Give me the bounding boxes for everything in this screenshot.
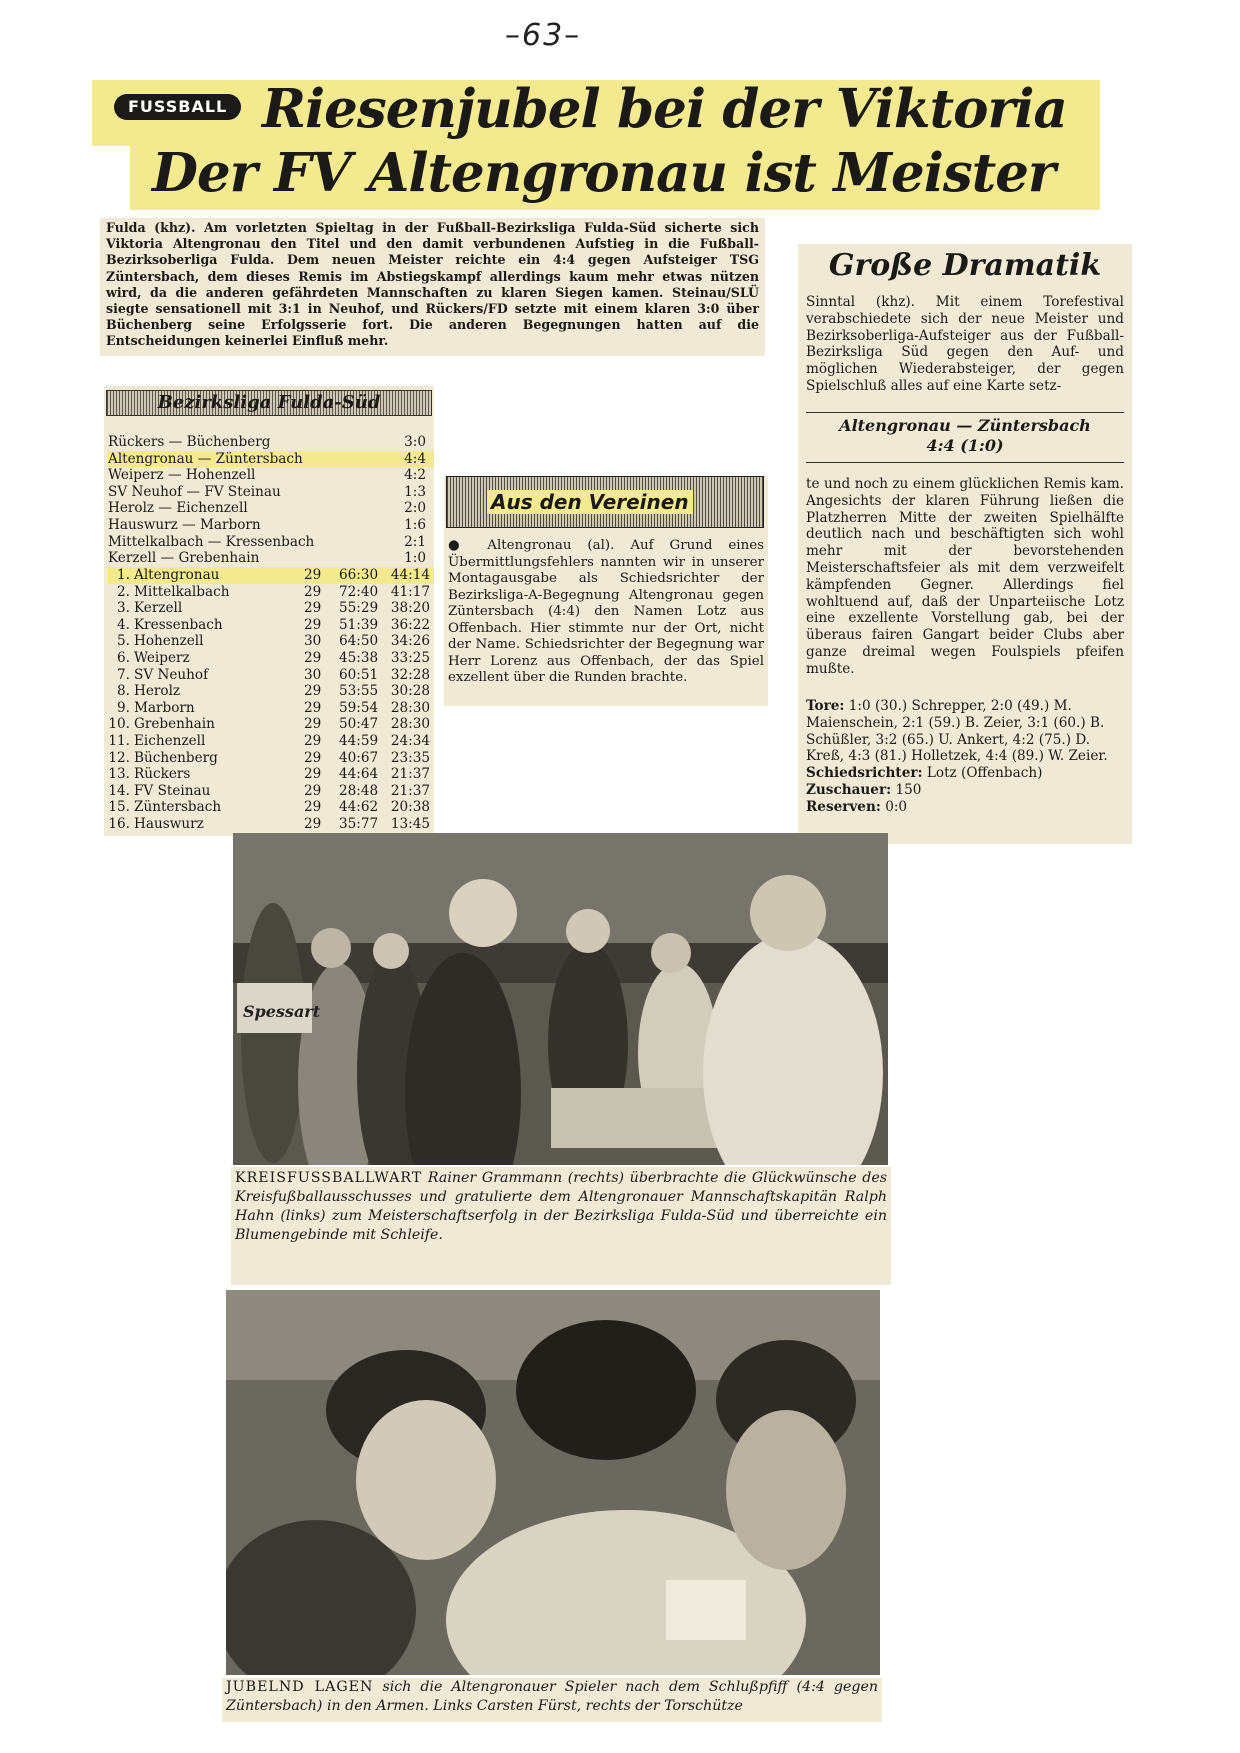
goals-label: Tore: — [806, 698, 845, 714]
table-cell-points: 23:35 — [390, 749, 430, 766]
table-row — [108, 617, 434, 634]
club-news-text: ● Altengronau (al). Auf Grund eines Übermittlungsfehlers nannten wir in unserer Montagausgabe als Schiedsrichter der Bezirksliga-A-Begegnung Altengronau gegen Züntersbach (4:4) den Namen Lotz aus Offenbach. Hier stimmte nur der Ort, nicht der Name. Schiedsrichter der Begegnung war Herr Lorenz aus Offenbach, der das Spiel exzellent über die Runden brachte. — [448, 538, 764, 685]
table-cell-goals: 40:67 — [339, 749, 379, 766]
result-row — [108, 434, 434, 451]
table-cell-goals: 72:40 — [339, 583, 379, 600]
photo-award-presentation — [233, 833, 888, 1165]
table-cell-team: Eichenzell — [134, 732, 206, 749]
table-cell-team: Kerzell — [134, 600, 183, 617]
table-cell-games: 30 — [304, 666, 322, 683]
table-cell-goals: 60:51 — [339, 666, 379, 683]
match-heading — [806, 416, 1124, 456]
table-cell-games: 29 — [304, 616, 322, 633]
result-score: 4:4 — [404, 450, 426, 467]
goals-line — [806, 698, 1124, 765]
divider — [806, 462, 1124, 463]
table-cell-points: 41:17 — [390, 583, 430, 600]
match-report-body: te und noch zu einem glücklichen Remis kam. Angesichts der klaren Führung ließen die Platzherren Mitte der zweiten Spielhälfte deutlich nach und beschäftigten sich wohl mehr mit der bevorstehenden Meisterschaftsfeier als mit dem verzweifelt kämpfenden Gegner. Allerdings fiel wohltuend auf, daß der Unparteiische Lotz eine exzellente Vorstellung gab, bei der überaus fairen Gangart beider Clubs aber ganze dreimal wegen Foulspiels pfeifen mußte. — [806, 476, 1124, 677]
match-report-title: Große Dramatik — [828, 248, 1102, 283]
result-row — [108, 550, 434, 567]
table-cell-rank: 7. — [117, 666, 130, 683]
table-cell-rank: 14. — [108, 782, 130, 799]
photo1-caption-text: Rainer Grammann (rechts) überbrachte die Glückwünsche des Kreisfußballausschusses und gratulierte dem Altengronauer Mannschaftskapitän Ralph Hahn (links) zum Meisterschaftserfolg in der Bezirksliga Fulda-Süd und überreichte ein Blumengebinde mit Schleife. — [235, 1170, 888, 1243]
table-cell-rank: 16. — [108, 815, 130, 832]
result-match: Hauswurz — Marborn — [108, 516, 261, 533]
table-cell-team: Herolz — [134, 683, 181, 700]
club-news-title: Aus den Vereinen — [487, 490, 693, 514]
divider — [806, 412, 1124, 413]
result-match: Altengronau — Züntersbach — [108, 450, 303, 467]
table-cell-team: Marborn — [134, 699, 195, 716]
table-row — [108, 700, 434, 717]
headline-line-2: Der FV Altengronau ist Meister — [152, 142, 1055, 204]
table-row — [108, 799, 434, 816]
table-row — [108, 783, 434, 800]
category-badge: FUSSBALL — [114, 94, 241, 120]
table-cell-rank: 2. — [117, 583, 130, 600]
table-cell-team: Mittelkalbach — [134, 583, 230, 600]
results-list — [108, 434, 434, 567]
goals-text: 1:0 (30.) Schrepper, 2:0 (49.) M. Maienschein, 2:1 (59.) B. Zeier, 3:1 (60.) B. Schüßler, 3:2 (65.) U. Ankert, 4:2 (75.) D. Kreß, 4:3 (81.) Holletzek, 4:4 (89.) W. Zeier. — [806, 698, 1108, 765]
page-number: –63– — [505, 18, 582, 53]
spectators-value: 150 — [895, 781, 922, 798]
table-cell-games: 29 — [304, 749, 322, 766]
table-cell-rank: 5. — [117, 633, 130, 650]
table-cell-goals: 64:50 — [339, 633, 379, 650]
table-cell-points: 32:28 — [390, 666, 430, 683]
table-cell-points: 28:30 — [390, 699, 430, 716]
table-cell-games: 29 — [304, 567, 322, 583]
table-cell-games: 29 — [304, 583, 322, 600]
headline — [92, 80, 1100, 210]
table-cell-rank: 8. — [117, 683, 130, 700]
table-cell-goals: 66:30 — [339, 567, 379, 583]
table-cell-team: Weiperz — [134, 649, 190, 666]
result-match: Rückers — Büchenberg — [108, 434, 271, 450]
jersey-text: Spessart — [243, 1002, 321, 1021]
table-cell-team: Hauswurz — [134, 815, 204, 832]
match-teams: Altengronau — Züntersbach — [839, 416, 1091, 435]
result-match: SV Neuhof — FV Steinau — [108, 483, 281, 500]
club-news-box — [444, 476, 768, 706]
table-cell-games: 29 — [304, 649, 322, 666]
result-match: Kerzell — Grebenhain — [108, 550, 260, 567]
reserves-label: Reserven: — [806, 798, 881, 815]
table-cell-team: SV Neuhof — [134, 666, 209, 683]
table-cell-goals: 44:62 — [339, 799, 379, 816]
standings-box — [104, 386, 434, 836]
table-cell-rank: 10. — [108, 716, 130, 733]
table-cell-team: Kressenbach — [134, 616, 223, 633]
table-cell-games: 29 — [304, 600, 322, 617]
table-cell-games: 29 — [304, 683, 322, 700]
spectators-label: Zuschauer: — [806, 781, 892, 798]
club-news-title-bar — [446, 476, 764, 528]
table-cell-points: 13:45 — [390, 815, 430, 832]
table-row — [108, 567, 434, 584]
table-cell-points: 38:20 — [390, 600, 430, 617]
table-cell-goals: 45:38 — [339, 649, 379, 666]
result-score: 4:2 — [404, 467, 426, 484]
table-row — [108, 650, 434, 667]
table-cell-rank: 6. — [117, 649, 130, 666]
result-row — [108, 484, 434, 501]
table-cell-goals: 44:64 — [339, 766, 379, 783]
result-score: 3:0 — [404, 434, 426, 450]
result-row — [108, 517, 434, 534]
table-cell-games: 29 — [304, 815, 322, 832]
table-cell-goals: 44:59 — [339, 732, 379, 749]
table-cell-team: FV Steinau — [134, 782, 211, 799]
result-row — [108, 500, 434, 517]
table-cell-games: 29 — [304, 766, 322, 783]
table-cell-goals: 28:48 — [339, 782, 379, 799]
table-cell-games: 29 — [304, 732, 322, 749]
table-cell-team: Büchenberg — [134, 749, 218, 766]
result-score: 1:3 — [404, 483, 426, 500]
table-cell-goals: 59:54 — [339, 699, 379, 716]
table-cell-points: 30:28 — [390, 683, 430, 700]
table-cell-team: Altengronau — [134, 567, 220, 583]
table-cell-points: 24:34 — [390, 732, 430, 749]
photo1-caption — [231, 1167, 891, 1285]
table-row — [108, 716, 434, 733]
table-cell-games: 30 — [304, 633, 322, 650]
table-cell-points: 34:26 — [390, 633, 430, 650]
table-row — [108, 750, 434, 767]
result-score: 1:0 — [404, 550, 426, 567]
table-cell-goals: 51:39 — [339, 616, 379, 633]
table-row — [108, 766, 434, 783]
result-match: Herolz — Eichenzell — [108, 500, 248, 517]
table-cell-points: 44:14 — [390, 567, 430, 583]
spectators-line — [806, 782, 1124, 799]
table-cell-rank: 4. — [117, 616, 130, 633]
result-row — [108, 451, 434, 468]
reserves-line — [806, 799, 1124, 816]
photo2-caption — [222, 1678, 882, 1722]
table-cell-points: 36:22 — [390, 616, 430, 633]
table-cell-points: 21:37 — [390, 766, 430, 783]
table-cell-rank: 11. — [108, 732, 130, 749]
referee-line — [806, 765, 1124, 782]
result-match: Mittelkalbach — Kressenbach — [108, 533, 315, 550]
table-cell-team: Züntersbach — [134, 799, 222, 816]
photo2-caption-lead: JUBELND LAGEN — [226, 1679, 374, 1695]
match-score: 4:4 (1:0) — [926, 436, 1004, 455]
reserves-value: 0:0 — [885, 798, 908, 815]
table-cell-goals: 55:29 — [339, 600, 379, 617]
table-cell-games: 29 — [304, 716, 322, 733]
photo1-caption-lead: KREISFUSSBALLWART — [235, 1170, 423, 1186]
table-row — [108, 600, 434, 617]
table-cell-points: 21:37 — [390, 782, 430, 799]
table-cell-points: 28:30 — [390, 716, 430, 733]
table-cell-rank: 13. — [108, 766, 130, 783]
table-cell-rank: 9. — [117, 699, 130, 716]
lead-paragraph: Fulda (khz). Am vorletzten Spieltag in der Fußball-Bezirksliga Fulda-Süd sicherte sich Viktoria Altengronau den Titel und den damit verbundenen Aufstieg in die Fußball-Bezirksoberliga Fulda. Dem neuen Meister reichte ein 4:4 gegen Aufsteiger TSG Züntersbach, dem dieses Remis im Abstiegskampf allerdings kaum mehr etwas nützen wird, da die anderen gefährdeten Mannschaften zu klaren Siegen kamen. Steinau/SLÜ siegte sensationell mit 3:1 in Neuhof, und Rückers/FD setzte mit einem klaren 3:0 über Büchenberg seine Erfolgsserie fort. Die anderen Begegnungen hatten auf die Entscheidungen keinerlei Einfluß mehr. — [100, 218, 765, 356]
table-cell-goals: 53:55 — [339, 683, 379, 700]
table-cell-rank: 3. — [117, 600, 130, 617]
result-score: 2:1 — [404, 533, 426, 550]
photo2-caption-text: sich die Altengronauer Spieler nach dem Schlußpfiff (4:4 gegen Züntersbach) in den Armen. Links Carsten Fürst, rechts der Torschütze — [226, 1679, 878, 1714]
standings-title: Bezirksliga Fulda-Süd — [106, 390, 432, 416]
table-row — [108, 816, 434, 833]
table-cell-rank: 15. — [108, 799, 130, 816]
result-score: 1:6 — [404, 516, 426, 533]
table-cell-team: Rückers — [134, 766, 191, 783]
match-report-intro: Sinntal (khz). Mit einem Torefestival verabschiedete sich der neue Meister und Bezirksoberliga-Aufsteiger aus der Fußball-Bezirksliga Süd gegen den Auf- und möglichen Wiederabsteiger, der gegen Spielschluß alles auf eine Karte setz- — [806, 294, 1124, 394]
headline-line-1: Riesenjubel bei der Viktoria — [262, 78, 1067, 140]
referee-label: Schiedsrichter: — [806, 765, 923, 782]
referee-value: Lotz (Offenbach) — [926, 765, 1043, 782]
result-score: 2:0 — [404, 500, 426, 517]
table-cell-rank: 1. — [117, 567, 130, 583]
table-cell-rank: 12. — [108, 749, 130, 766]
table-row — [108, 584, 434, 601]
table-cell-games: 29 — [304, 782, 322, 799]
table-row — [108, 733, 434, 750]
match-report-box — [798, 244, 1132, 844]
table-cell-points: 20:38 — [390, 799, 430, 816]
table-cell-goals: 50:47 — [339, 716, 379, 733]
match-facts — [806, 698, 1124, 816]
table-cell-points: 33:25 — [390, 649, 430, 666]
league-table — [108, 567, 434, 833]
table-cell-goals: 35:77 — [339, 815, 379, 832]
table-row — [108, 683, 434, 700]
table-cell-games: 29 — [304, 699, 322, 716]
table-row — [108, 667, 434, 684]
result-row — [108, 467, 434, 484]
photo-celebration — [226, 1290, 880, 1675]
result-row — [108, 534, 434, 551]
table-cell-team: Hohenzell — [134, 633, 204, 650]
table-cell-team: Grebenhain — [134, 716, 215, 733]
table-cell-games: 29 — [304, 799, 322, 816]
table-row — [108, 633, 434, 650]
result-match: Weiperz — Hohenzell — [108, 467, 256, 484]
